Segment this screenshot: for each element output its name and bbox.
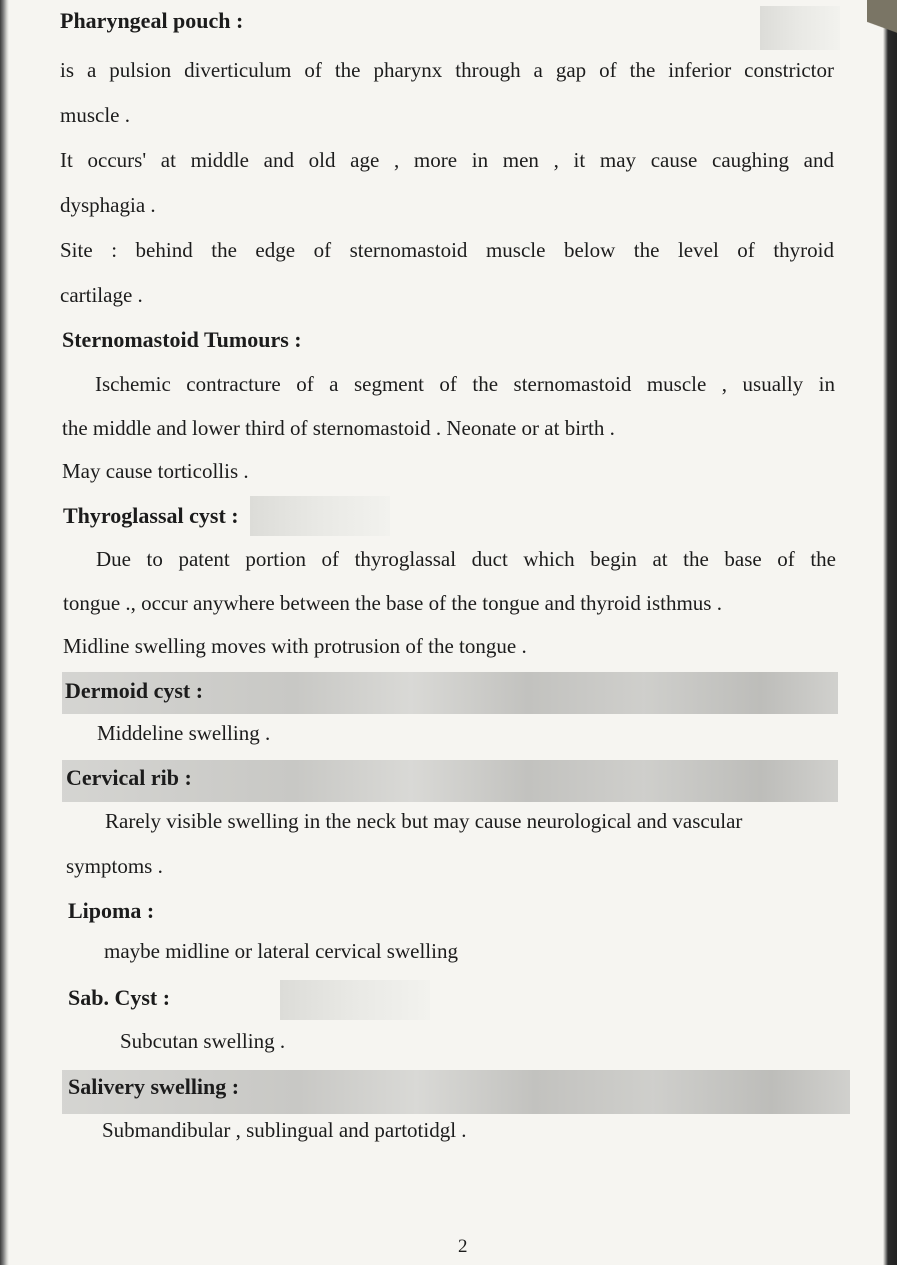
text-line: cartilage . — [60, 283, 143, 307]
text-line: May cause torticollis . — [62, 459, 249, 483]
text-line: symptoms . — [66, 854, 163, 878]
section-heading: Salivery swelling : — [68, 1074, 240, 1099]
scan-smudge — [760, 6, 840, 50]
section-heading: Sab. Cyst : — [68, 985, 171, 1010]
scan-smudge — [250, 496, 390, 536]
section-heading: Pharyngeal pouch : — [60, 8, 244, 33]
section-heading: Dermoid cyst : — [65, 678, 204, 703]
text-line: Subcutan swelling . — [120, 1029, 286, 1053]
text-line: Ischemic contracture of a segment of the sternomastoid muscle , usually in — [95, 372, 835, 396]
text-line: Rarely visible swelling in the neck but may cause neurological and vascular — [105, 809, 743, 833]
section-heading: Thyroglassal cyst : — [63, 503, 239, 528]
text-line: is a pulsion diverticulum of the pharynx through a gap of the inferior constrictor — [60, 58, 834, 82]
text-line: Due to patent portion of thyroglassal duct which begin at the base of the — [96, 547, 836, 571]
page-corner-shadow — [867, 0, 897, 70]
section-heading: Cervical rib : — [66, 765, 192, 790]
text-line: Submandibular , sublingual and partotidgl . — [102, 1118, 467, 1142]
text-line: the middle and lower third of sternomastoid . Neonate or at birth . — [62, 416, 615, 440]
text-line: It occurs' at middle and old age , more in men , it may cause caughing and — [60, 148, 834, 172]
text-line: muscle . — [60, 103, 130, 127]
page-right-edge — [883, 0, 897, 1265]
scan-smudge — [280, 980, 430, 1020]
section-heading: Lipoma : — [68, 898, 155, 923]
page-number: 2 — [458, 1236, 468, 1257]
text-line: dysphagia . — [60, 193, 156, 217]
text-line: tongue ., occur anywhere between the base of the tongue and thyroid isthmus . — [63, 591, 722, 615]
text-line: Middeline swelling . — [97, 721, 271, 745]
text-line: Site : behind the edge of sternomastoid muscle below the level of thyroid — [60, 238, 834, 262]
page-left-edge — [0, 0, 9, 1265]
text-line: maybe midline or lateral cervical swelling — [104, 939, 458, 963]
text-line: Midline swelling moves with protrusion of the tongue . — [63, 634, 527, 658]
section-heading: Sternomastoid Tumours : — [62, 327, 302, 352]
